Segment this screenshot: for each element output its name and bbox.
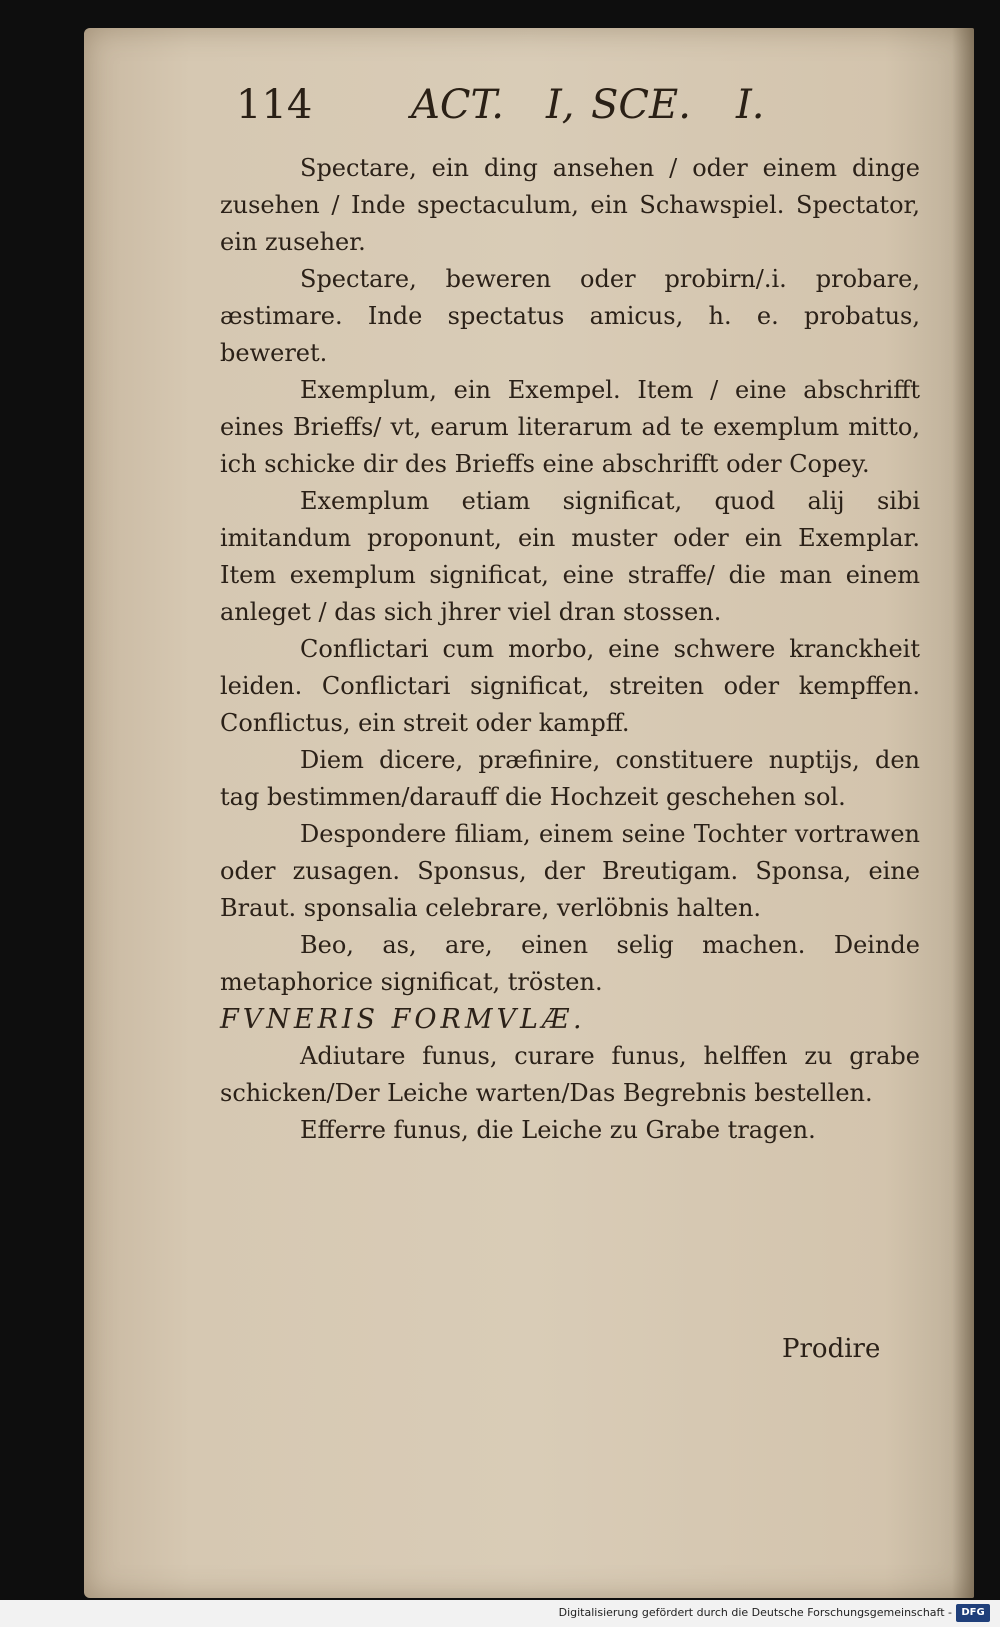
running-header	[236, 82, 776, 142]
paragraph-efferre-funus: Efferre funus, die Leiche zu Grabe tragen.	[300, 1116, 816, 1144]
page-body	[220, 150, 920, 1149]
paragraph-spectare-1: Spectare, ein ding ansehen / oder einem dinge zusehen / Inde spectaculum, ein Schawspiel. Spectator, ein zuseher.	[220, 154, 920, 256]
dfg-logo: DFG	[956, 1604, 990, 1622]
section-heading: FVNERIS FORMVLÆ.	[220, 1004, 586, 1035]
paragraph-despondere: Despondere filiam, einem seine Tochter vortrawen oder zusagen. Sponsus, der Breutigam. Sponsa, eine Braut. sponsalia celebrare, verlöbnis halten.	[220, 820, 920, 922]
catchword: Prodire	[782, 1334, 881, 1364]
paragraph-exemplum-1: Exemplum, ein Exempel. Item / eine abschrifft eines Brieffs/ vt, earum literarum ad te exemplum mitto, ich schicke dir des Brieffs eine abschrifft oder Copey.	[220, 376, 920, 478]
paragraph-diem-dicere: Diem dicere, præfinire, constituere nuptijs, den tag bestimmen/darauff die Hochzeit geschehen sol.	[220, 746, 920, 811]
paragraph-spectare-2: Spectare, beweren oder probirn/.i. probare, æstimare. Inde spectatus amicus, h. e. probatus, beweret.	[220, 265, 920, 367]
digitization-footer	[0, 1600, 1000, 1627]
paragraph-adiutare-funus: Adiutare funus, curare funus, helffen zu grabe schicken/Der Leiche warten/Das Begrebnis bestellen.	[220, 1042, 920, 1107]
header-act-number: I,	[546, 82, 575, 128]
paragraph-beo: Beo, as, are, einen selig machen. Deinde metaphorice significat, trösten.	[220, 931, 920, 996]
paragraph-conflictari: Conflictari cum morbo, eine schwere kranckheit leiden. Conflictari significat, streiten oder kempffen. Conflictus, ein streit oder kampff.	[220, 635, 920, 737]
paragraph-exemplum-2: Exemplum etiam significat, quod alij sibi imitandum proponunt, ein muster oder ein Exemplar. Item exemplum significat, eine straffe/ die man einem anleget / das sich jhrer viel dran stossen.	[220, 487, 920, 626]
footer-credit: Digitalisierung gefördert durch die Deutsche Forschungsgemeinschaft -	[558, 1606, 952, 1619]
header-scene: SCE.	[591, 82, 691, 128]
page-number: 114	[236, 82, 313, 128]
page-gutter-shadow	[952, 28, 974, 1598]
header-scene-number: I.	[736, 82, 765, 128]
header-act: ACT.	[411, 82, 505, 128]
